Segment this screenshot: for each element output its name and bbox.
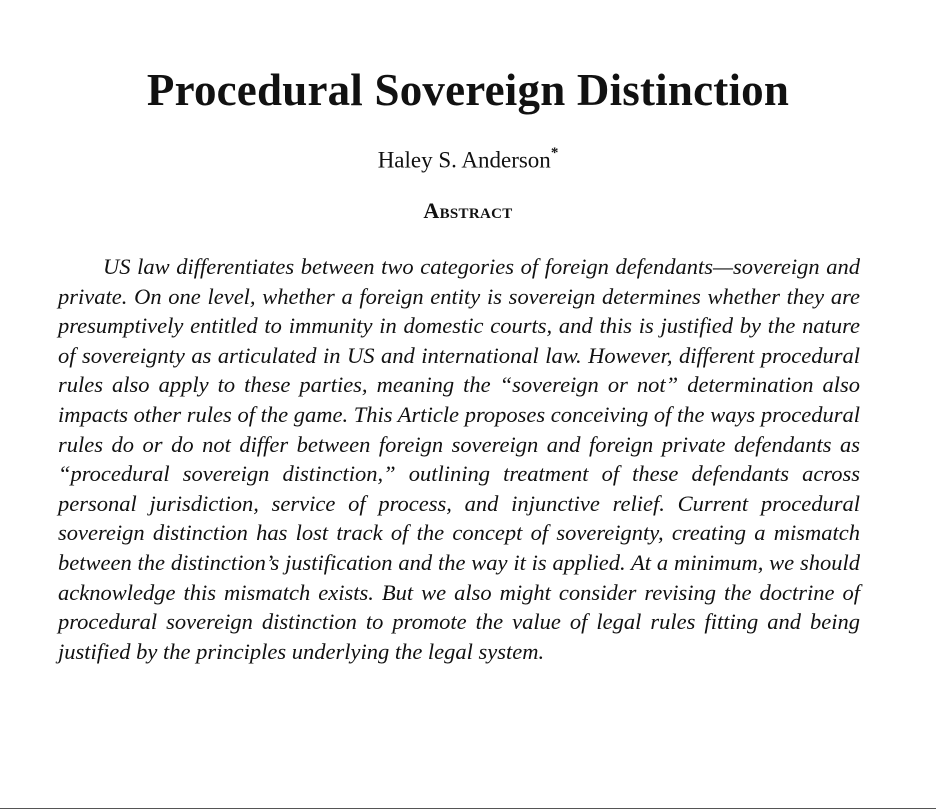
abstract-heading: Abstract: [423, 198, 513, 223]
author-footnote-mark[interactable]: *: [550, 145, 559, 161]
author-name: Haley S. Anderson: [377, 147, 551, 173]
paper-title: Procedural Sovereign Distinction: [146, 65, 790, 115]
abstract-text: US law differentiates between two categories of foreign defendants—sovereign and private. On one level, whether a foreign entity is sovereign determines whether they are presumptively entitled to immunity in domestic courts, and this is justified by the nature of sovereignty as articulated in US and international law. However, different procedural rules also apply to these parties, meaning the “sovereign or not” determination also impacts other rules of the game. This Article proposes conceiving of the ways procedural rules do or do not differ between foreign sovereign and foreign private defendants as “procedural sovereign distinction,” outlining treatment of these defendants across personal jurisdiction, service of process, and injunctive relief. Current procedural sovereign distinction has lost track of the concept of sovereignty, creating a mismatch between the distinction’s justification and the way it is applied. At a minimum, we should acknowledge this mismatch exists. But we also might consider revising the doctrine of procedural sovereign distinction to promote the value of legal rules fitting and being justified by the principles underlying the legal system.: [58, 254, 860, 664]
page-divider: [0, 808, 936, 809]
author-line: [0, 140, 936, 176]
